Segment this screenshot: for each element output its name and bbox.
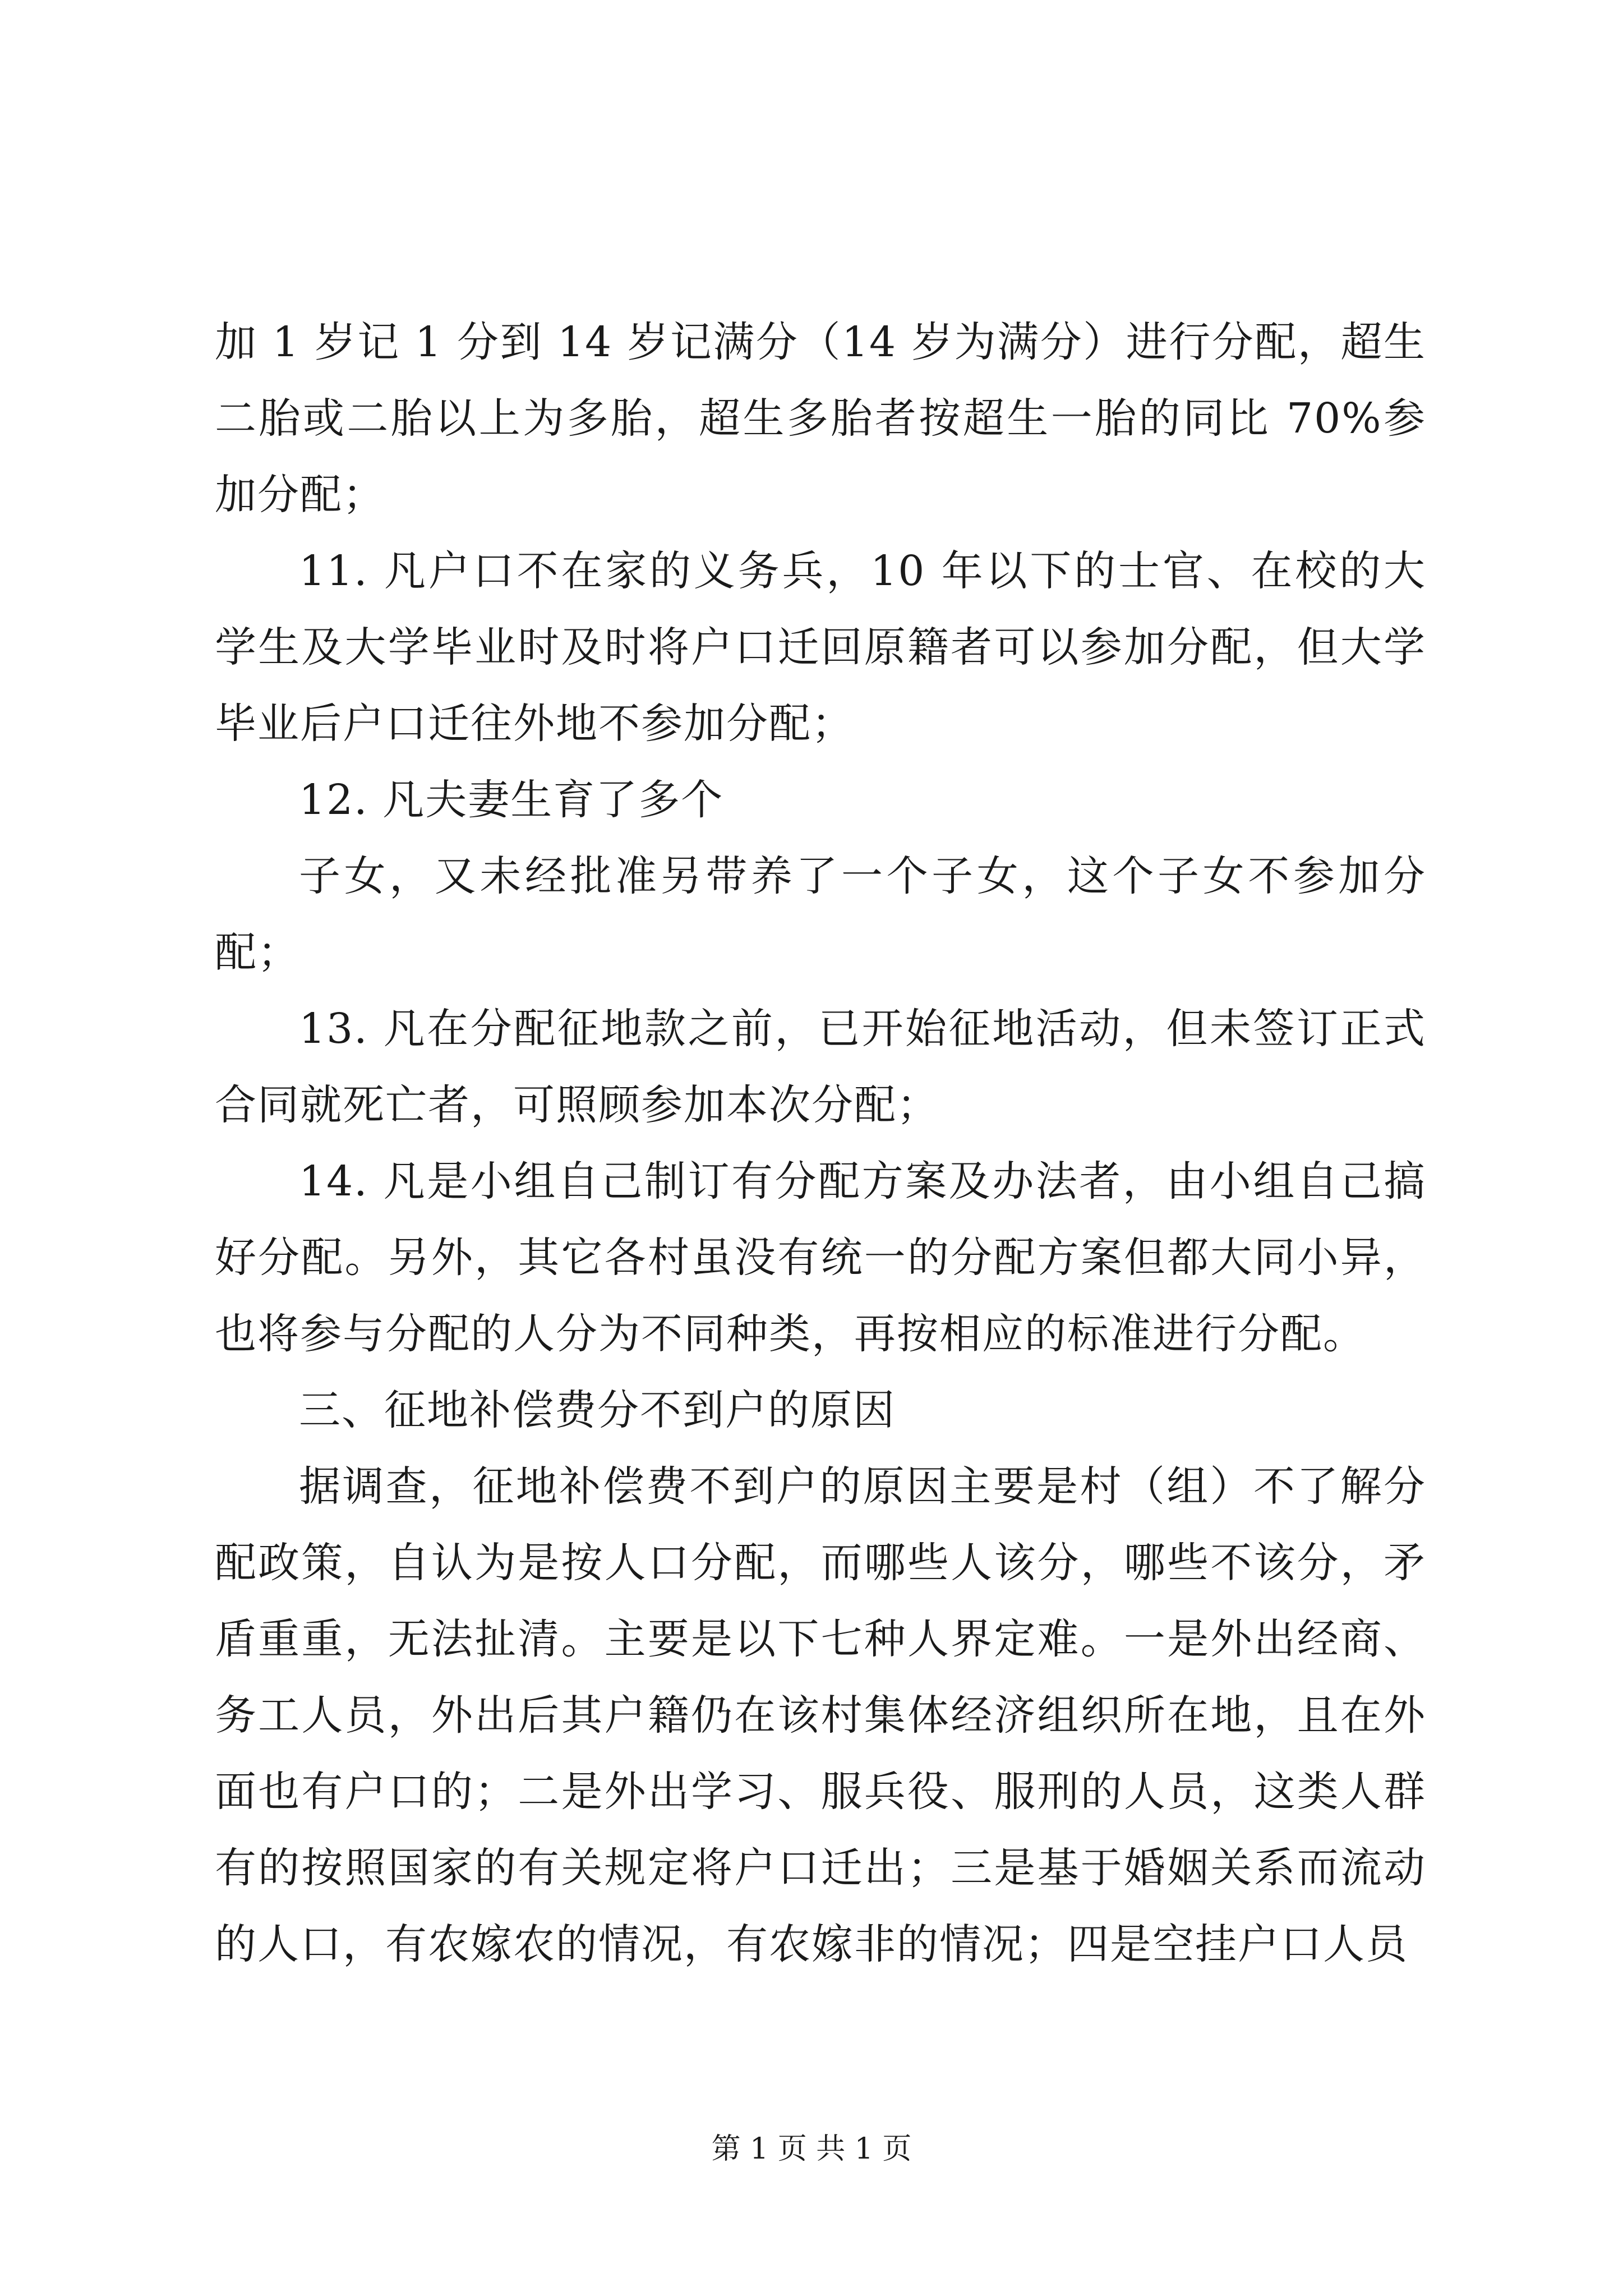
- paragraph-item-14: 14. 凡是小组自己制订有分配方案及办法者，由小组自己搞好分配。另外，其它各村虽没有统一的分配方案但都大同小异，也将参与分配的人分为不同种类，再按相应的标准进行分配。: [215, 1157, 1426, 1358]
- page-footer: 第 1 页 共 1 页: [711, 2132, 912, 2166]
- paragraph-1: 加 1 岁记 1 分到 14 岁记满分（14 岁为满分）进行分配，超生二胎或二胎以上为多胎，超生多胎者按超生一胎的同比 70%参加分配；: [215, 318, 1426, 519]
- paragraph-item-12: 12. 凡夫妻生育了多个: [299, 776, 724, 824]
- document-body: [215, 304, 1426, 1982]
- paragraph-item-12-continued: 子女，又未经批准另带养了一个子女，这个子女不参加分配；: [215, 852, 1426, 977]
- paragraph-item-11: 11. 凡户口不在家的义务兵，10 年以下的士官、在校的大学生及大学毕业时及时将户口迁回原籍者可以参加分配，但大学毕业后户口迁往外地不参加分配；: [215, 547, 1426, 748]
- section-heading: 三、征地补偿费分不到户的原因: [299, 1386, 896, 1434]
- paragraph-investigation: 据调查，征地补偿费不到户的原因主要是村（组）不了解分配政策，自认为是按人口分配，而哪些人该分，哪些不该分，矛盾重重，无法扯清。主要是以下七种人界定难。一是外出经商、务工人员，外出后其户籍仍在该村集体经济组织所在地，且在外面也有户口的；二是外出学习、服兵役、服刑的人员，这类人群有的按照国家的有关规定将户口迁出；三是基于婚姻关系而流动的人口，有农嫁农的情况，有农嫁非的情况；四是空挂户口人员: [215, 1462, 1426, 1968]
- paragraph-item-13: 13. 凡在分配征地款之前，已开始征地活动，但未签订正式合同就死亡者，可照顾参加本次分配；: [215, 1005, 1426, 1129]
